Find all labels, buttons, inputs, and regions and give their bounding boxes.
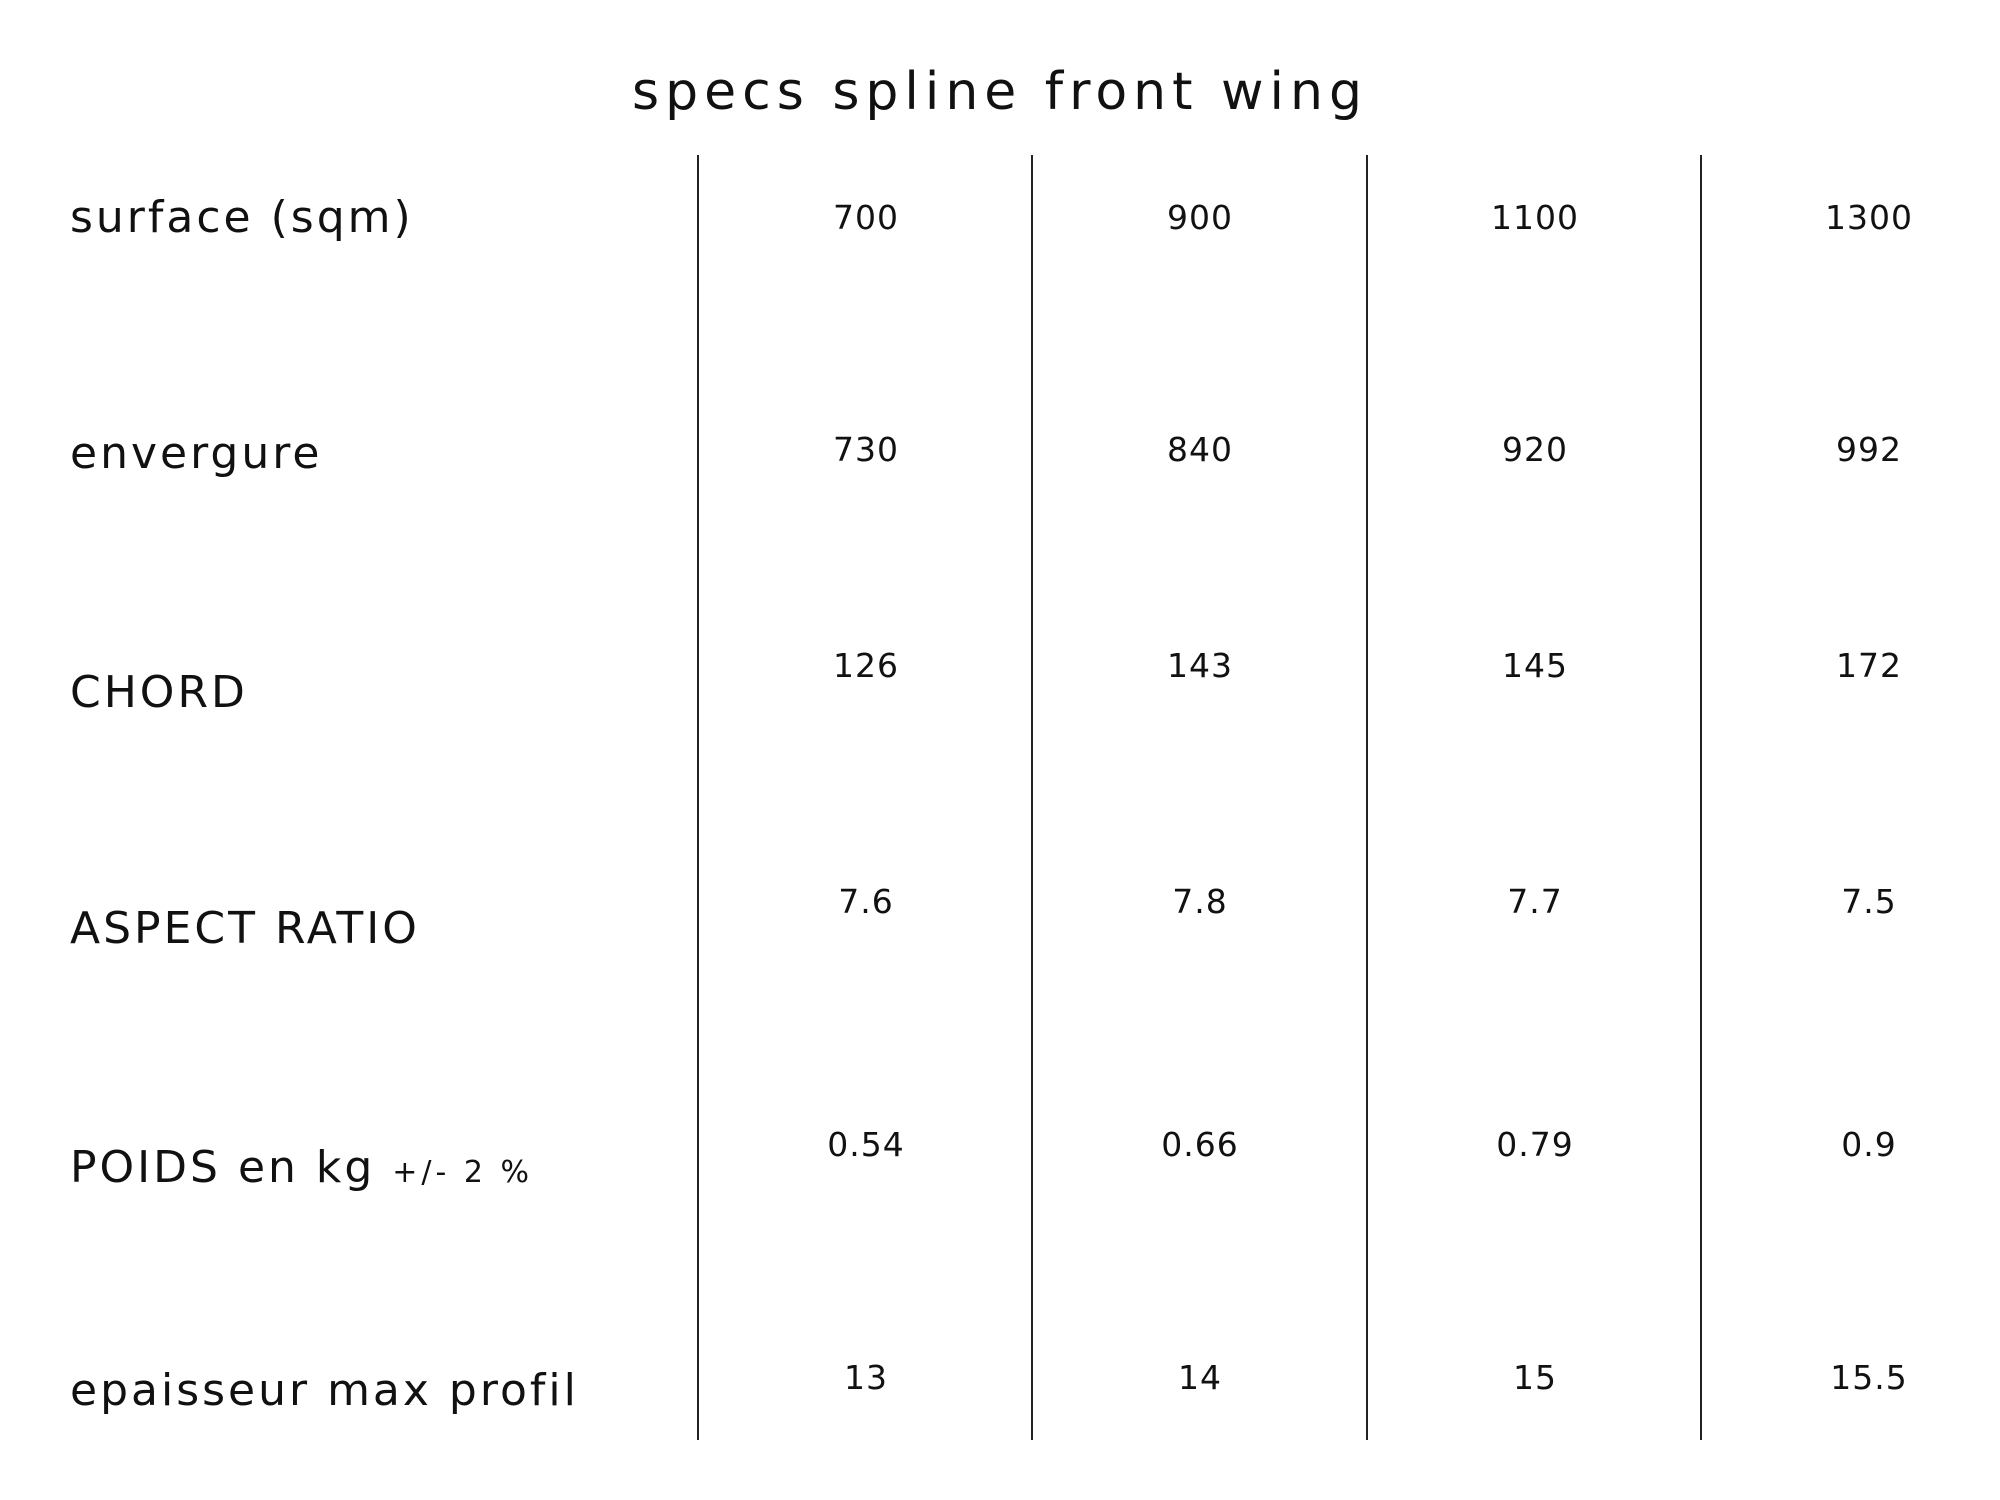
table-cell: 0.79 [1496,1125,1574,1164]
row-label [70,903,420,954]
table-cell: 143 [1167,646,1233,685]
column-divider [1031,155,1033,1440]
table-cell: 7.5 [1841,882,1897,921]
row-label-text: CHORD [70,667,248,718]
row-label [70,1142,533,1193]
table-cell: 920 [1502,430,1568,469]
table-cell: 992 [1836,430,1902,469]
row-label [70,428,322,479]
row-label-text: envergure [70,428,323,479]
table-cell: 0.66 [1161,1125,1239,1164]
table-cell: 1300 [1825,198,1913,237]
row-label-text: surface (sqm) [70,192,414,243]
page-title: specs spline front wing [632,62,1368,122]
row-label [70,192,414,243]
column-divider [1366,155,1368,1440]
table-cell: 0.54 [827,1125,905,1164]
table-cell: 7.7 [1507,882,1563,921]
table-cell: 900 [1167,198,1233,237]
table-cell: 126 [833,646,899,685]
table-cell: 840 [1167,430,1233,469]
table-cell: 15.5 [1830,1358,1908,1397]
table-cell: 172 [1836,646,1902,685]
row-label [70,667,248,718]
column-divider [697,155,699,1440]
row-label-text: POIDS en kg [70,1142,376,1193]
table-cell: 730 [833,430,899,469]
row-label-text: epaisseur max profil [70,1365,579,1416]
table-cell: 0.9 [1841,1125,1897,1164]
table-cell: 145 [1502,646,1568,685]
table-cell: 14 [1178,1358,1222,1397]
row-label [70,1365,579,1416]
table-cell: 7.8 [1172,882,1228,921]
row-label-suffix: +/- 2 % [392,1155,534,1190]
column-divider [1700,155,1702,1440]
table-cell: 7.6 [838,882,894,921]
table-cell: 13 [844,1358,888,1397]
table-cell: 700 [833,198,899,237]
table-cell: 15 [1513,1358,1557,1397]
table-cell: 1100 [1491,198,1579,237]
row-label-text: ASPECT RATIO [70,903,420,954]
